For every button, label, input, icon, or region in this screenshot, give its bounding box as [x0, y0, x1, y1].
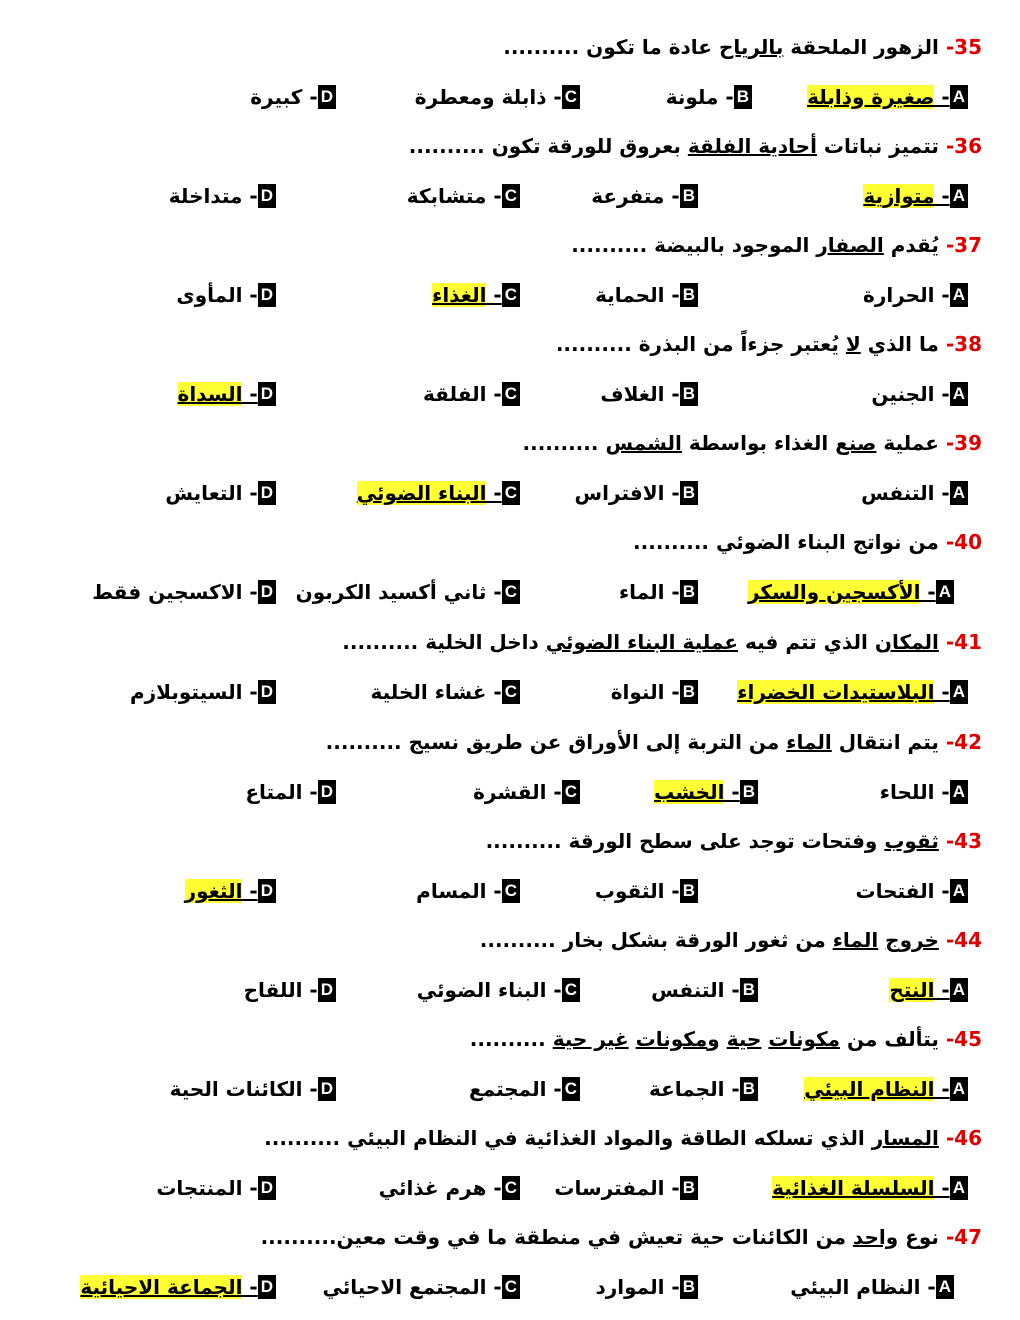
option-text: الثقوب	[594, 879, 665, 903]
correct-answer-text: البناء الضوئي	[356, 481, 487, 505]
underlined-term: خروج	[885, 928, 939, 952]
option-d[interactable]	[185, 876, 276, 906]
option-d[interactable]	[130, 677, 276, 707]
correct-answer-text: الجماعة الاحيائية	[80, 1275, 243, 1299]
option-text: الفتحات	[855, 879, 935, 903]
option-b[interactable]	[611, 677, 698, 707]
option-letter-box: A	[950, 680, 968, 704]
option-separator: -	[242, 481, 258, 505]
correct-answer-text: الأكسجين والسكر	[747, 580, 921, 604]
underlined-term: الشمس	[605, 431, 682, 455]
option-text: المجتمع	[469, 1077, 547, 1101]
option-c[interactable]	[407, 181, 520, 211]
option-b[interactable]	[651, 975, 758, 1005]
correct-answer-text: السداة	[177, 382, 243, 406]
option-letter-box: B	[680, 680, 698, 704]
option-text: ثاني أكسيد الكربون	[295, 580, 487, 604]
option-letter-box: C	[562, 1077, 580, 1101]
question-number: 36-	[945, 134, 982, 158]
option-letter-box: C	[502, 481, 520, 505]
option-a[interactable]	[880, 777, 968, 807]
option-letter-box: D	[318, 978, 336, 1002]
option-text: المجتمع الاحيائي	[322, 1275, 487, 1299]
correct-answer-text: الغذاء	[432, 283, 487, 307]
option-text: المسام	[416, 879, 487, 903]
option-c[interactable]	[357, 478, 520, 508]
option-separator: -	[934, 879, 950, 903]
option-b[interactable]	[619, 577, 698, 607]
option-letter-box: D	[318, 780, 336, 804]
option-separator: -	[934, 1176, 950, 1200]
underlined-term: عملية البناء الضوئي	[545, 630, 739, 654]
option-separator: -	[302, 1077, 318, 1101]
option-letter-box: C	[502, 184, 520, 208]
option-separator: -	[486, 382, 502, 406]
option-separator: -	[920, 580, 936, 604]
option-text: الحرارة	[863, 283, 935, 307]
option-separator: -	[302, 978, 318, 1002]
option-c[interactable]	[423, 379, 520, 409]
option-letter-box: A	[950, 879, 968, 903]
option-letter-box: B	[740, 1077, 758, 1101]
option-letter-box: D	[258, 283, 276, 307]
option-letter-box: C	[562, 780, 580, 804]
option-text: ملونة	[665, 85, 719, 109]
option-letter-box: D	[318, 1077, 336, 1101]
option-separator: -	[920, 1275, 936, 1299]
option-a[interactable]	[871, 379, 968, 409]
option-text: المفترسات	[554, 1176, 665, 1200]
correct-answer-text: النتح	[889, 978, 935, 1002]
option-separator: -	[546, 780, 562, 804]
option-b[interactable]	[666, 82, 752, 112]
option-d[interactable]	[250, 82, 336, 112]
question-number: 40-	[945, 530, 982, 554]
option-separator: -	[934, 978, 950, 1002]
option-c[interactable]	[371, 677, 521, 707]
option-letter-box: A	[950, 1176, 968, 1200]
option-letter-box: B	[680, 1275, 698, 1299]
option-letter-box: B	[740, 978, 758, 1002]
question-stem	[556, 329, 982, 359]
option-letter-box: B	[740, 780, 758, 804]
option-letter-box: C	[502, 382, 520, 406]
option-separator: -	[664, 879, 680, 903]
option-b[interactable]	[554, 1173, 698, 1203]
question-text: عملية صنع الغذاء بواسطة الشمس ..........	[522, 431, 939, 455]
option-letter-box: A	[950, 780, 968, 804]
option-separator: -	[934, 780, 950, 804]
option-separator: -	[664, 184, 680, 208]
option-text: التعايش	[165, 481, 243, 505]
question-stem	[470, 1024, 982, 1054]
option-text: الفلقة	[423, 382, 487, 406]
option-letter-box: B	[680, 580, 698, 604]
option-a[interactable]	[737, 677, 968, 707]
option-b[interactable]	[600, 379, 698, 409]
option-separator: -	[302, 85, 318, 109]
underlined-term: حية	[726, 1027, 762, 1051]
question-number: 44-	[945, 928, 982, 952]
option-text: التنفس	[651, 978, 725, 1002]
option-text: الغلاف	[600, 382, 665, 406]
question-text: من نواتج البناء الضوئي ..........	[633, 530, 939, 554]
question-number: 35-	[945, 35, 982, 59]
option-separator: -	[934, 283, 950, 307]
option-separator: -	[486, 580, 502, 604]
question-text: نوع واحد من الكائنات حية تعيش في منطقة ما في وقت معين..........	[260, 1225, 939, 1249]
correct-answer-text: صغيرة وذابلة	[807, 85, 935, 109]
question-stem	[342, 627, 982, 657]
question-text: ثقوب وفتحات توجد على سطح الورقة ..........	[485, 829, 939, 853]
option-text: الماء	[618, 580, 665, 604]
option-letter-box: D	[258, 580, 276, 604]
option-letter-box: A	[950, 978, 968, 1002]
option-text: الحماية	[595, 283, 665, 307]
option-letter-box: D	[258, 680, 276, 704]
option-text: الموارد	[595, 1275, 665, 1299]
option-letter-box: D	[258, 1275, 276, 1299]
option-separator: -	[486, 184, 502, 208]
option-a[interactable]	[804, 1074, 968, 1104]
option-letter-box: B	[680, 184, 698, 208]
option-letter-box: C	[502, 283, 520, 307]
option-a[interactable]	[790, 1272, 954, 1302]
option-separator: -	[664, 1275, 680, 1299]
underlined-term: مكونات	[768, 1027, 841, 1051]
option-letter-box: B	[680, 382, 698, 406]
option-letter-box: B	[680, 481, 698, 505]
question-stem	[261, 1222, 982, 1252]
underlined-term: المكان	[874, 630, 939, 654]
option-c[interactable]	[473, 777, 580, 807]
underlined-term: صنع	[835, 431, 877, 455]
question-stem	[264, 1123, 982, 1153]
option-b[interactable]	[595, 280, 698, 310]
underlined-term: بالرياح	[718, 35, 784, 59]
option-text: الجماعة	[648, 1077, 725, 1101]
option-separator: -	[546, 1077, 562, 1101]
question-text: الزهور الملحقة بالرياح عادة ما تكون ..........	[503, 35, 939, 59]
option-text: النظام البيئي	[790, 1275, 921, 1299]
question-stem	[571, 230, 982, 260]
question-stem	[486, 826, 982, 856]
option-text: النواة	[610, 680, 665, 704]
question-number: 46-	[945, 1126, 982, 1150]
option-text: البناء الضوئي	[416, 978, 547, 1002]
option-d[interactable]	[244, 975, 336, 1005]
underlined-term: المسار	[871, 1126, 939, 1150]
option-text: متشابكة	[406, 184, 487, 208]
correct-answer-text: البلاستيدات الخضراء	[737, 680, 935, 704]
question-stem	[633, 527, 982, 557]
option-letter-box: A	[936, 580, 954, 604]
option-letter-box: B	[680, 1176, 698, 1200]
option-c[interactable]	[322, 1272, 520, 1302]
option-c[interactable]	[415, 82, 580, 112]
option-b[interactable]	[654, 777, 758, 807]
question-stem	[409, 131, 982, 161]
option-a[interactable]	[748, 577, 954, 607]
question-text: خروج الماء من ثغور الورقة بشكل بخار ..........	[479, 928, 939, 952]
option-separator: -	[242, 184, 258, 208]
option-separator: -	[486, 680, 502, 704]
option-letter-box: A	[950, 481, 968, 505]
option-letter-box: D	[318, 85, 336, 109]
option-separator: -	[934, 481, 950, 505]
option-d[interactable]	[245, 777, 336, 807]
option-letter-box: C	[502, 879, 520, 903]
option-text: المأوى	[176, 283, 243, 307]
option-letter-box: C	[562, 85, 580, 109]
question-text: يُقدم الصفار الموجود بالبيضة ..........	[571, 233, 939, 257]
question-number: 38-	[945, 332, 982, 356]
option-separator: -	[934, 1077, 950, 1101]
question-number: 37-	[945, 233, 982, 257]
option-text: متداخلة	[168, 184, 243, 208]
option-text: المنتجات	[156, 1176, 243, 1200]
option-text: الكائنات الحية	[169, 1077, 303, 1101]
option-text: الجنين	[871, 382, 935, 406]
option-c[interactable]	[417, 975, 580, 1005]
option-c[interactable]	[296, 577, 520, 607]
option-text: المتاع	[245, 780, 303, 804]
option-c[interactable]	[416, 876, 520, 906]
option-separator: -	[664, 481, 680, 505]
option-d[interactable]	[178, 379, 276, 409]
option-text: هرم غذائي	[378, 1176, 487, 1200]
option-letter-box: B	[680, 879, 698, 903]
option-text: ذابلة ومعطرة	[414, 85, 547, 109]
underlined-term: الصفار	[816, 233, 884, 257]
option-separator: -	[302, 780, 318, 804]
option-separator: -	[242, 382, 258, 406]
question-text: يتألف من مكونات حية ومكونات غير حية ..........	[469, 1027, 939, 1051]
option-a[interactable]	[856, 876, 969, 906]
underlined-term: الماء	[786, 730, 832, 754]
correct-answer-text: الثغور	[184, 879, 243, 903]
option-separator: -	[486, 481, 502, 505]
question-stem	[523, 428, 983, 458]
option-b[interactable]	[575, 478, 698, 508]
option-c[interactable]	[379, 1173, 520, 1203]
option-a[interactable]	[889, 975, 968, 1005]
option-separator: -	[486, 283, 502, 307]
question-text: المكان الذي تتم فيه عملية البناء الضوئي داخل الخلية ..........	[342, 630, 939, 654]
option-a[interactable]	[863, 181, 968, 211]
option-separator: -	[242, 879, 258, 903]
option-separator: -	[546, 978, 562, 1002]
option-c[interactable]	[469, 1074, 580, 1104]
option-a[interactable]	[807, 82, 968, 112]
option-a[interactable]	[861, 478, 968, 508]
option-separator: -	[242, 1275, 258, 1299]
option-letter-box: A	[950, 382, 968, 406]
option-d[interactable]	[169, 181, 276, 211]
correct-answer-text: السلسلة الغذائية	[772, 1176, 935, 1200]
option-text: الاكسجين فقط	[92, 580, 243, 604]
option-separator: -	[664, 680, 680, 704]
option-text: الافتراس	[574, 481, 665, 505]
option-letter-box: C	[502, 1176, 520, 1200]
option-letter-box: D	[258, 184, 276, 208]
option-letter-box: A	[950, 283, 968, 307]
option-separator: -	[486, 1275, 502, 1299]
option-b[interactable]	[649, 1074, 758, 1104]
option-letter-box: C	[502, 1275, 520, 1299]
underlined-term: غير حية	[552, 1027, 629, 1051]
option-letter-box: C	[502, 580, 520, 604]
option-d[interactable]	[165, 478, 276, 508]
option-text: اللقاح	[243, 978, 303, 1002]
question-text: المسار الذي تسلكه الطاقة والمواد الغذائية في النظام البيئي ..........	[264, 1126, 939, 1150]
option-text: كبيرة	[250, 85, 303, 109]
question-number: 47-	[945, 1225, 982, 1249]
question-text: يتم انتقال الماء من التربة إلى الأوراق عن طريق نسيج ..........	[325, 730, 939, 754]
option-c[interactable]	[432, 280, 520, 310]
question-number: 42-	[945, 730, 982, 754]
option-letter-box: A	[936, 1275, 954, 1299]
question-text: ما الذي لا يُعتبر جزءاً من البذرة ..........	[555, 332, 939, 356]
option-separator: -	[664, 283, 680, 307]
correct-answer-text: متوازية	[863, 184, 935, 208]
option-letter-box: B	[734, 85, 752, 109]
option-separator: -	[724, 978, 740, 1002]
option-a[interactable]	[863, 280, 968, 310]
question-number: 41-	[945, 630, 982, 654]
option-letter-box: A	[950, 1077, 968, 1101]
option-separator: -	[718, 85, 734, 109]
option-letter-box: C	[562, 978, 580, 1002]
option-b[interactable]	[595, 876, 698, 906]
option-separator: -	[242, 680, 258, 704]
option-letter-box: D	[258, 481, 276, 505]
option-b[interactable]	[591, 181, 698, 211]
option-d[interactable]	[92, 577, 276, 607]
question-number: 43-	[945, 829, 982, 853]
option-b[interactable]	[596, 1272, 699, 1302]
option-letter-box: A	[950, 184, 968, 208]
option-separator: -	[934, 85, 950, 109]
option-separator: -	[724, 780, 740, 804]
option-letter-box: C	[502, 680, 520, 704]
question-stem	[326, 727, 982, 757]
underlined-term: ثقوب	[884, 829, 939, 853]
correct-answer-text: النظام البيئي	[804, 1077, 935, 1101]
option-separator: -	[664, 1176, 680, 1200]
option-text: القشرة	[473, 780, 547, 804]
option-letter-box: B	[680, 283, 698, 307]
correct-answer-text: الخشب	[654, 780, 725, 804]
option-separator: -	[242, 283, 258, 307]
question-number: 39-	[945, 431, 982, 455]
underlined-term: لا	[845, 332, 861, 356]
option-text: متفرعة	[591, 184, 665, 208]
underlined-term: أحادية الفلقة	[687, 134, 817, 158]
option-d[interactable]	[156, 1173, 276, 1203]
option-d[interactable]	[176, 280, 276, 310]
underlined-term: مكونات	[635, 1027, 708, 1051]
option-letter-box: D	[258, 879, 276, 903]
option-separator: -	[664, 382, 680, 406]
option-separator: -	[486, 879, 502, 903]
option-separator: -	[934, 184, 950, 208]
option-text: التنفس	[861, 481, 935, 505]
question-stem	[480, 925, 982, 955]
option-a[interactable]	[772, 1173, 968, 1203]
option-text: غشاء الخلية	[370, 680, 487, 704]
option-separator: -	[934, 382, 950, 406]
option-separator: -	[724, 1077, 740, 1101]
option-separator: -	[546, 85, 562, 109]
option-separator: -	[242, 1176, 258, 1200]
option-separator: -	[934, 680, 950, 704]
option-letter-box: D	[258, 1176, 276, 1200]
option-separator: -	[486, 1176, 502, 1200]
question-stem	[503, 32, 982, 62]
option-text: اللحاء	[879, 780, 935, 804]
underlined-term: واحد	[852, 1225, 899, 1249]
option-d[interactable]	[80, 1272, 276, 1302]
option-letter-box: D	[258, 382, 276, 406]
option-separator: -	[664, 580, 680, 604]
option-letter-box: A	[950, 85, 968, 109]
question-text: تتميز نباتات أحادية الفلقة بعروق للورقة تكون ..........	[408, 134, 939, 158]
option-d[interactable]	[170, 1074, 336, 1104]
underlined-term: الماء	[832, 928, 879, 952]
option-separator: -	[242, 580, 258, 604]
question-number: 45-	[945, 1027, 982, 1051]
option-text: السيتوبلازم	[130, 680, 243, 704]
